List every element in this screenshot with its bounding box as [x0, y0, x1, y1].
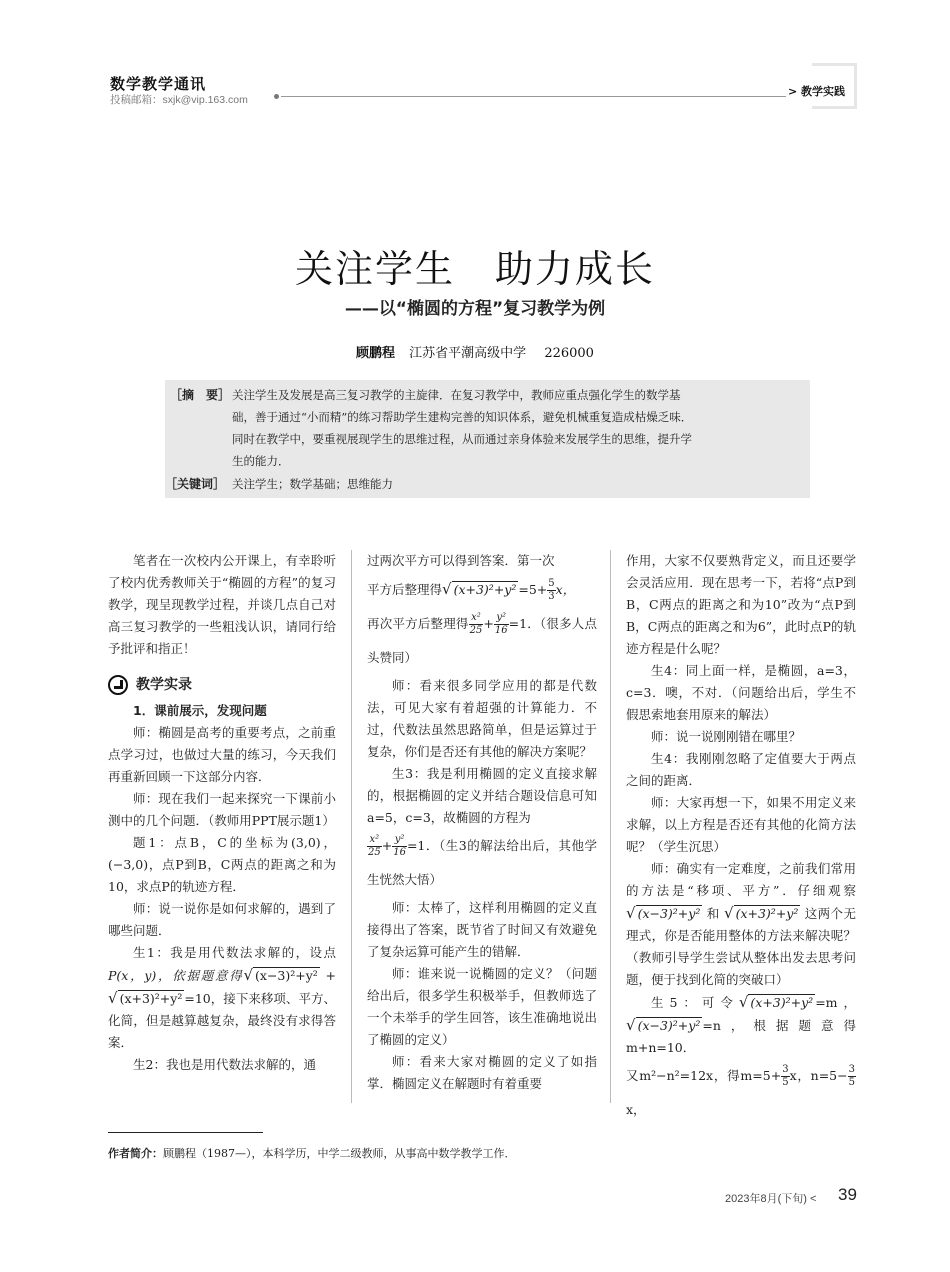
- header-dot: [274, 94, 279, 99]
- footnote-label: 作者简介：: [108, 1147, 163, 1160]
- abstract-line-3: 同时在教学中，要重视展现学生的思维过程，从而通过亲身体验来发展学生的思维，提升学: [232, 432, 692, 446]
- footnote-text: 顾鹏程（1987—），本科学历，中学二级教师，从事高中数学教学工作．: [163, 1147, 516, 1160]
- issue-date: 2023年8月(下旬) <: [725, 1193, 817, 1205]
- paragraph: 师：确实有一定难度，之前我们常用的方法是“移项、平方”．仔细观察√ (x−3)²+y² 和 √ (x+3)²+y² 这两个无理式，你是否能用整体的方法来解决呢？（教师引导学生尝试从整体出发去思考问题，便于找到化简的突破口）: [626, 861, 856, 987]
- paragraph: 生5：可令√ (x+3)²+y² =m，√ (x−3)²+y² =n，根据题意得m+n=10．: [626, 993, 857, 1055]
- author-affiliation: 江苏省平潮高级中学: [409, 346, 527, 361]
- paragraph: 师：谁来说一说椭圆的定义？（问题给出后，很多学生积极举手，但教师选了一个未举手的学生回答，该生准确地说出了椭圆的定义）: [367, 966, 597, 1047]
- postcode: 226000: [544, 346, 594, 361]
- column-divider: [610, 550, 611, 1103]
- column-divider: [351, 550, 352, 1103]
- subsection-title: 1．课前展示，发现问题: [133, 703, 267, 718]
- keywords-label: ［关键词］: [165, 477, 226, 491]
- paragraph: 师：现在我们一起来探究一下课前小测中的几个问题．（教师用PPT展示题1）: [108, 791, 336, 828]
- arrow-circle-icon: [108, 675, 128, 695]
- column-1: [108, 550, 336, 1076]
- author-name: 顾鹏程: [356, 346, 396, 361]
- footnote-rule: [108, 1132, 263, 1133]
- article-subtitle: ——以“椭圆的方程”复习教学为例: [344, 299, 606, 319]
- paragraph: 生3：我是利用椭圆的定义直接求解的，根据椭圆的定义并结合题设信息可知a=5，c=3，故椭圆的方程为: [367, 766, 597, 825]
- paragraph: 生2：我也是用代数法求解的，通: [133, 1057, 316, 1072]
- paragraph: 师：说一说刚刚错在哪里？: [651, 729, 802, 744]
- section-label: > 教学实践: [788, 85, 846, 98]
- author-footnote: [108, 1145, 516, 1161]
- paragraph: 生4：我刚刚忽略了定值要大于两点之间的距离．: [626, 751, 856, 788]
- equation-line: 平方后整理得√ (x+3)²+y² =5+ $\frac{5}{3}$ x，: [367, 578, 576, 602]
- paragraph: 师：看来很多同学应用的都是代数法，可见大家有着超强的计算能力．不过，代数法虽然思路简单，但是运算过于复杂，你们是否还有其他的解决方案呢？: [367, 678, 597, 759]
- column-2: [367, 550, 597, 1095]
- paragraph: 作用，大家不仅要熟背定义，而且还要学会灵活应用．现在思考一下，若将“点P到B，C两点的距离之和为10”改为“点P到B，C两点的距离之和为6”，此时点P的轨迹方程是什么呢？: [626, 553, 856, 656]
- abstract-line-4: 生的能力．: [232, 454, 290, 468]
- byline: [0, 342, 950, 361]
- paragraph: 师：椭圆是高考的重要考点，之前重点学习过，也做过大量的练习，今天我们再重新回顾一下这部分内容．: [108, 725, 336, 784]
- equation-line: 又m²−n²=12x，得m=5+ $\frac{3}{5}$ x，n=5− $\frac{3}{5}$ x，: [626, 1064, 855, 1117]
- abstract-label: ［摘 要］: [170, 388, 231, 402]
- equation-line: 再次平方后整理得 $\frac{\text{x²}}{25}$ + $\frac{\text{y²}}{16}$ =1．（很多人点头赞同）: [367, 612, 597, 665]
- section-heading: [108, 674, 336, 696]
- section-title: 教学实录: [136, 677, 192, 693]
- paragraph: 师：大家再想一下，如果不用定义来求解，以上方程是否还有其他的化简方法呢？（学生沉思）: [626, 795, 856, 854]
- column-3: [626, 550, 856, 1127]
- paragraph: 生1：我是用代数法求解的，设点P(x，y)，依据题意得√ (x−3)²+y² + √ (x+3)²+y² =10，接下来移项、平方、化简，但是越算越复杂，最终没有求得答案．: [108, 945, 337, 1050]
- page-number: 39: [838, 1185, 857, 1204]
- equation-line: $\frac{\text{x²}}{25}$ + $\frac{\text{y²}}{16}$ =1．（生3的解法给出后，其他学生恍然大悟）: [367, 834, 597, 887]
- keywords: 关注学生；数学基础；思维能力: [232, 477, 393, 491]
- paragraph: 过两次平方可以得到答案．第一次: [367, 553, 555, 568]
- paragraph: 生4：同上面一样，是椭圆，a=3，c=3．噢，不对．（问题给出后，学生不假思索地套用原来的解法）: [626, 663, 856, 722]
- problem-1: 题1：点B，C的坐标为(3,0)，(−3,0)，点P到B，C两点的距离之和为10，求点P的轨迹方程．: [108, 835, 336, 894]
- article-title: 关注学生 助力成长: [294, 247, 655, 291]
- abstract-line-1: 关注学生及发展是高三复习教学的主旋律．在复习教学中，教师应重点强化学生的数学基: [232, 388, 681, 402]
- paragraph: 师：看来大家对椭圆的定义了如指掌．椭圆定义在解题时有着重要: [367, 1054, 597, 1091]
- header-rule: [281, 96, 811, 97]
- paragraph: 师：太棒了，这样利用椭圆的定义直接得出了答案，既节省了时间又有效避免了复杂运算可能产生的错解．: [367, 900, 597, 959]
- abstract-line-2: 础，善于通过“小而精”的练习帮助学生建构完善的知识体系，避免机械重复造成枯燥乏味．: [232, 410, 693, 424]
- journal-title: 数学教学通讯: [110, 75, 207, 93]
- journal-email: 投稿邮箱：sxjk@vip.163.com: [110, 94, 248, 106]
- paragraph: 师：说一说你是如何求解的，遇到了哪些问题．: [108, 901, 336, 938]
- intro-paragraph: 笔者在一次校内公开课上，有幸聆听了校内优秀教师关于“椭圆的方程”的复习教学，现呈现教学过程，并谈几点自己对高三复习教学的一些粗浅认识，请同行给予批评和指正！: [108, 553, 336, 656]
